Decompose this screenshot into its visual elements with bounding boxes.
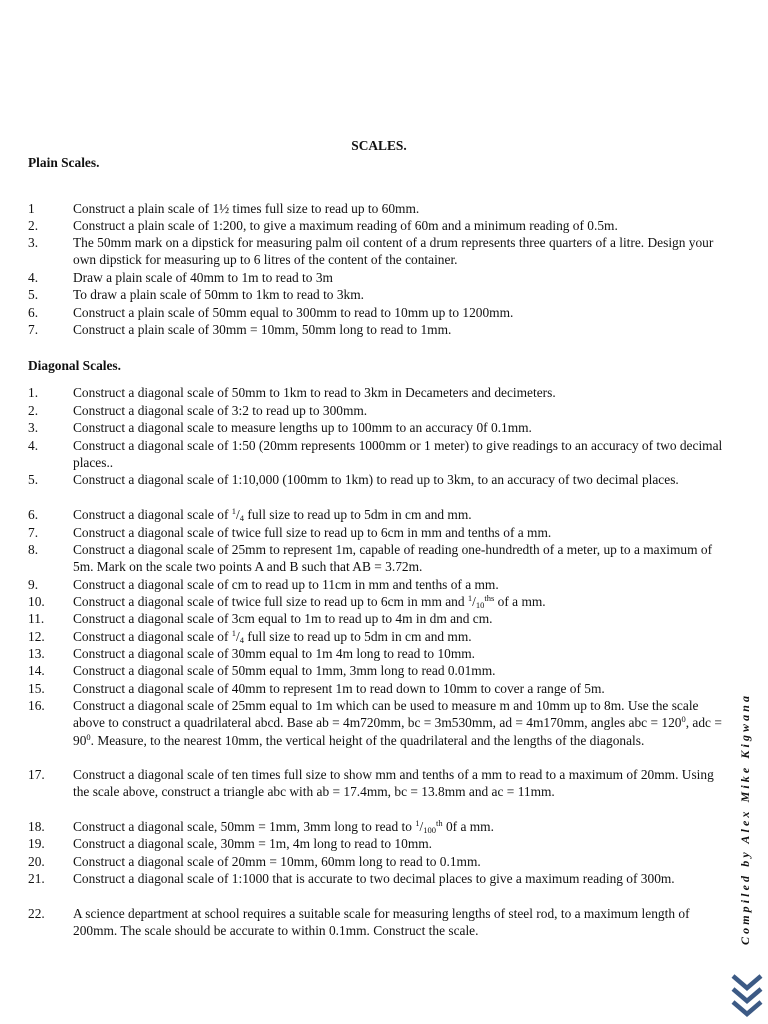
chevron-down-icon	[727, 972, 767, 1020]
plain-scales-heading: Plain Scales.	[28, 155, 100, 170]
diagonal-scales-heading: Diagonal Scales.	[28, 358, 121, 373]
document-title: SCALES.	[351, 138, 407, 153]
